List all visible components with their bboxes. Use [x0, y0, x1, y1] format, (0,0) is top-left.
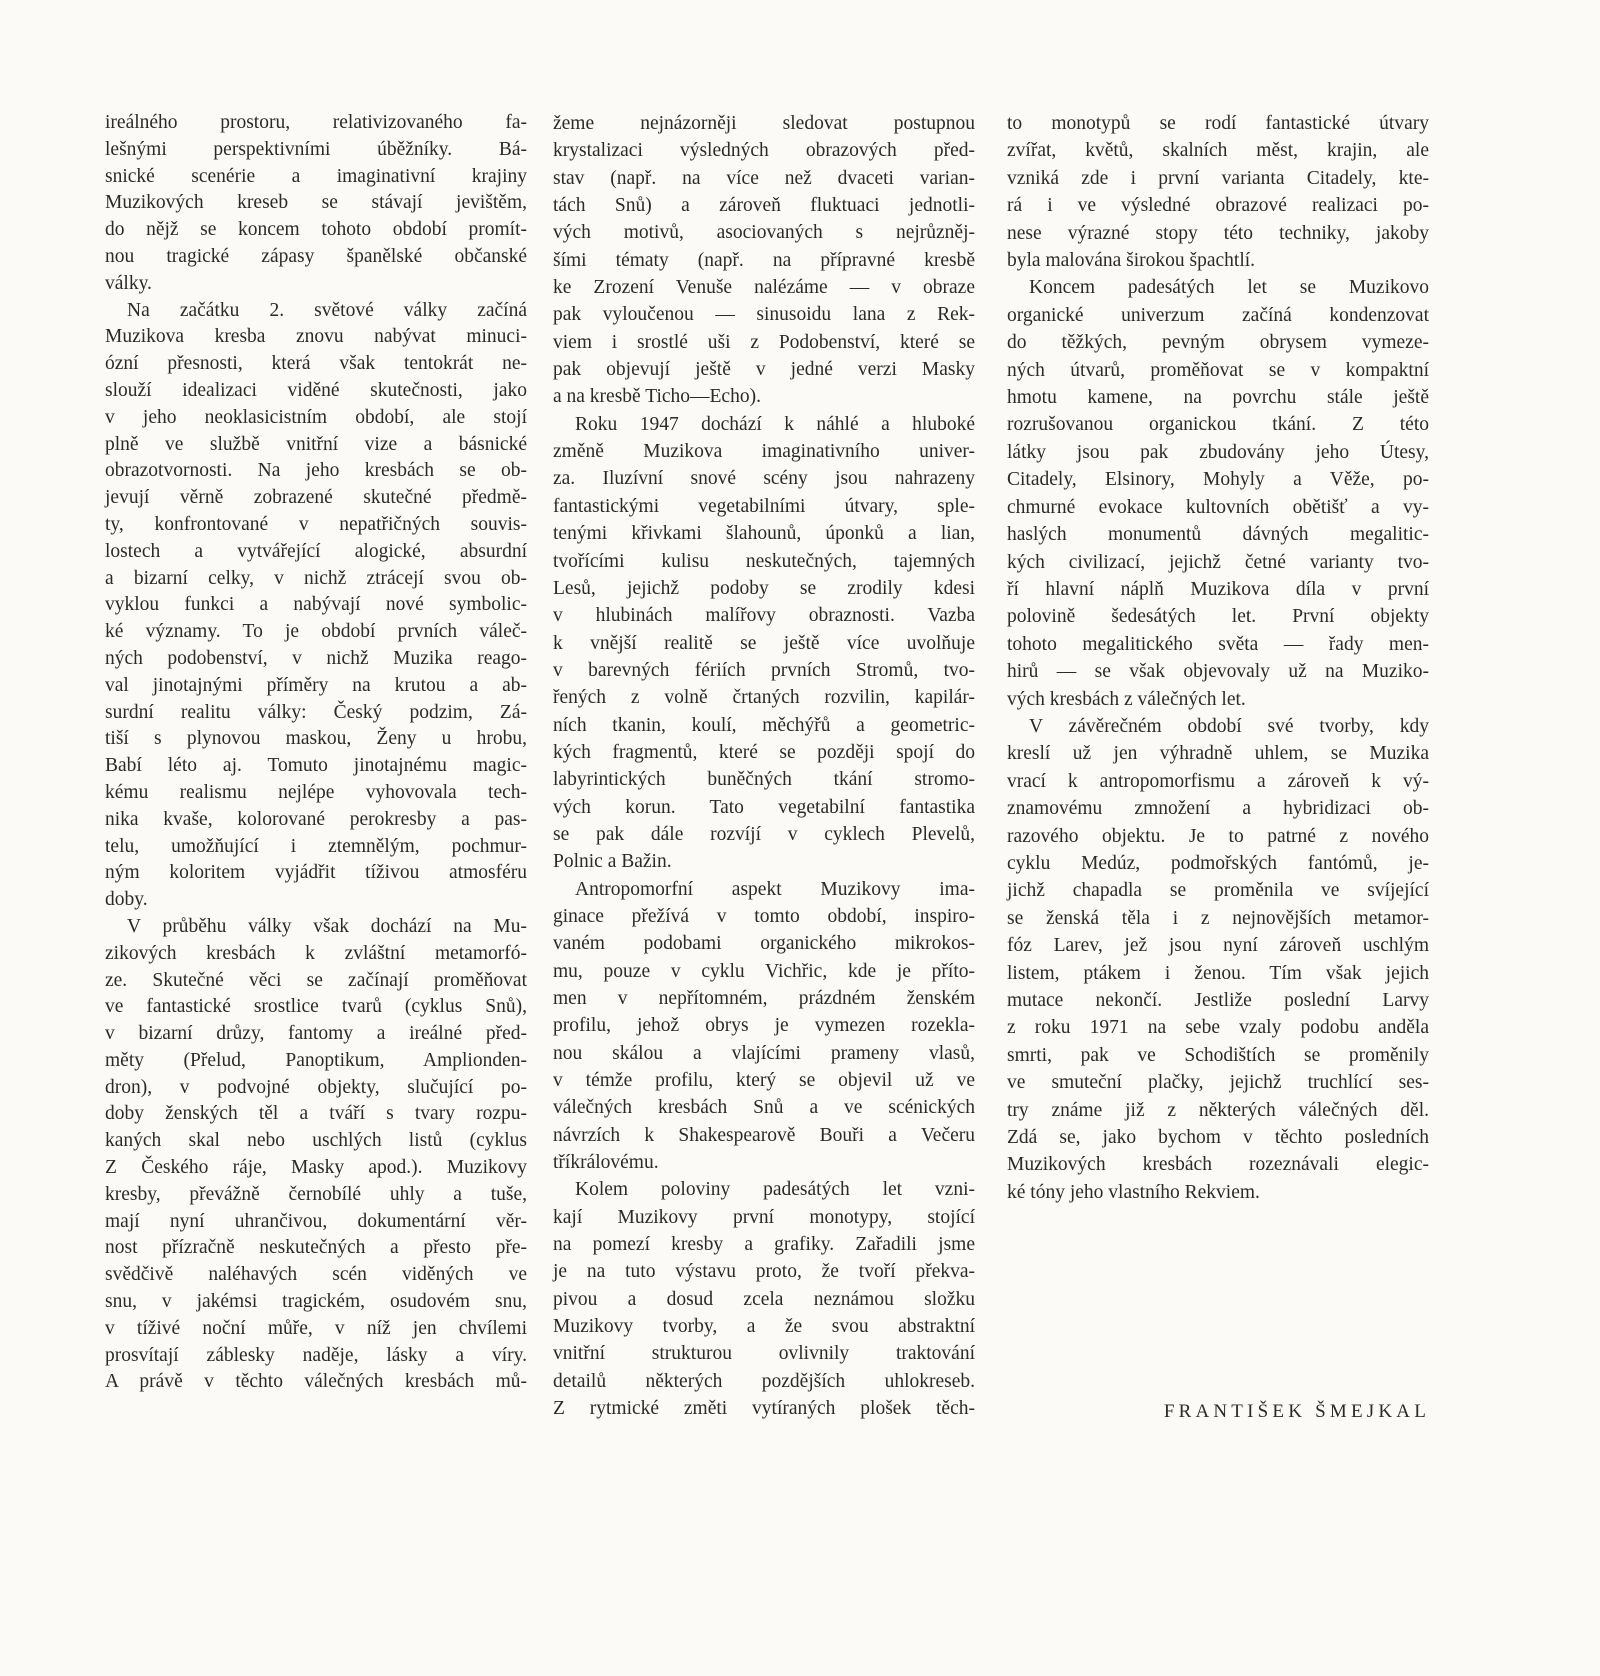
text-line: válečných kresbách Snů a ve scénických: [553, 1097, 975, 1119]
text-line: nese výrazné stopy této techniky, jakoby: [1007, 222, 1429, 244]
text-line: vých korun. Tato vegetabilní fantastika: [553, 796, 975, 818]
text-column-1: [105, 110, 527, 1396]
text-line: v tíživé noční můře, v níž jen chvílemi: [105, 1317, 527, 1339]
text-line: Koncem padesátých let se Muzikovo: [1029, 277, 1429, 299]
text-line: razového objektu. Je to patrné z nového: [1007, 825, 1429, 847]
text-line: tohoto megalitického světa — řady men-: [1007, 633, 1429, 655]
paragraph: [553, 411, 975, 876]
text-line: Roku 1947 dochází k náhlé a hluboké: [575, 413, 975, 435]
text-line: ných podobenství, v nichž Muzika reago-: [105, 647, 527, 669]
text-line: detailů některých pozdějších uhlokreseb.: [553, 1370, 975, 1392]
text-line: Na začátku 2. světové války začíná: [127, 299, 527, 321]
paragraph: [105, 110, 527, 298]
text-line: pivou a dosud zcela neznámou složku: [553, 1288, 975, 1310]
text-line: vnitřní strukturou ovlivnily traktování: [553, 1343, 975, 1365]
text-line: byla malována širokou špachtlí.: [1007, 250, 1256, 272]
text-line: jevují věrně zobrazené skutečné předmě-: [105, 487, 527, 509]
text-line: doby ženských těl a tváří s tvary rozpu-: [105, 1103, 527, 1125]
text-line: návrzích k Shakespearově Bouři a Večeru: [553, 1124, 975, 1146]
text-line: tách Snů) a zároveň fluktuaci jednotli-: [553, 195, 975, 217]
text-line: men v nepřítomném, prázdném ženském: [553, 988, 975, 1009]
text-line: měty (Přelud, Panoptikum, Amplionden-: [105, 1049, 527, 1071]
text-line: za. Iluzívní snové scény jsou nahrazeny: [553, 468, 975, 490]
text-line: Lesů, jejichž podoby se zrodily kdesi: [553, 577, 975, 599]
text-line: do těžkých, pevným obrysem vymeze-: [1007, 332, 1429, 354]
text-line: ných útvarů, proměňovat se v kompaktní: [1007, 359, 1429, 381]
text-line: pak objevují ještě v jedné verzi Masky: [553, 359, 975, 381]
text-line: řených z volně črtaných rozvilin, kapilár-: [553, 687, 975, 709]
text-line: prosvítají záblesky naděje, lásky a víry.: [105, 1344, 527, 1366]
text-line: organické univerzum začíná kondenzovat: [1007, 304, 1429, 326]
text-line: na pomezí kresby a grafiky. Zařadili jsme: [553, 1234, 975, 1256]
text-line: obrazotvornosti. Na jeho kresbách se ob-: [105, 460, 527, 482]
text-line: znamovému zmnožení a hybridizaci ob-: [1007, 798, 1429, 820]
text-line: mu, pouze v cyklu Vichřic, kde je příto-: [553, 960, 975, 982]
text-line: k vnější realitě se ještě více uvolňuje: [553, 632, 975, 654]
text-line: Muzikových kresbách rozeznávali elegic-: [1007, 1154, 1429, 1176]
text-line: vých motivů, asociovaných s nejrůzněj-: [553, 222, 975, 244]
text-line: kají Muzikovy první monotypy, stojící: [553, 1206, 975, 1228]
text-line: Citadely, Elsinory, Mohyly a Věže, po-: [1007, 469, 1429, 491]
text-line: ným koloritem vyjádřit tíživou atmosféru: [105, 862, 527, 884]
text-line: stav (např. na více než dvaceti varian-: [553, 167, 975, 189]
text-line: nika kvaše, kolorované perokresby a pas-: [105, 808, 527, 830]
text-line: Z Českého ráje, Masky apod.). Muzikovy: [105, 1157, 527, 1179]
text-line: chmurné evokace kultovních obětišť a vy-: [1007, 496, 1429, 518]
text-column-2: [553, 110, 975, 1423]
text-line: lostech a vytvářející alogické, absurdní: [105, 540, 527, 562]
text-line: změně Muzikova imaginativního univer-: [553, 441, 975, 463]
text-line: kému realismu nejlépe vyhovovala tech-: [105, 781, 527, 803]
text-line: doby.: [105, 889, 148, 911]
text-line: kých fragmentů, které se později spojí do: [553, 741, 975, 763]
text-line: nou skálou a vlajícími prameny vlasů,: [553, 1042, 975, 1064]
text-line: snu, v jakémsi tragickém, osudovém snu,: [105, 1291, 527, 1313]
text-line: ří hlavní náplň Muzikova díla v první: [1007, 578, 1429, 600]
paragraph: [1007, 110, 1429, 274]
text-line: a na kresbě Ticho—Echo).: [553, 386, 761, 408]
text-line: plně ve službě vnitřní vize a básnické: [105, 433, 527, 455]
text-line: ty, konfrontované v nepatřičných souvis-: [105, 513, 527, 535]
text-line: hmotu kamene, na povrchu stále ještě: [1007, 387, 1429, 409]
text-line: telu, umožňující i ztemnělým, pochmur-: [105, 835, 527, 857]
text-line: v jeho neoklasicistním období, ale stojí: [105, 406, 527, 428]
text-line: ginace přežívá v tomto období, inspiro-: [553, 905, 975, 927]
text-line: vzniká zde i první varianta Citadely, kte-: [1007, 167, 1429, 189]
text-line: ke Zrození Venuše nalézáme — v obraze: [553, 277, 975, 299]
text-line: tříkrálovému.: [553, 1152, 659, 1174]
text-line: Kolem poloviny padesátých let vzni-: [575, 1179, 975, 1201]
text-line: krystalizaci výsledných obrazových před-: [553, 140, 975, 162]
text-line: v hlubinách malířovy obraznosti. Vazba: [553, 605, 975, 627]
text-line: surdní realitu války: Český podzim, Zá-: [105, 701, 527, 723]
paragraph: [105, 298, 527, 914]
text-line: ze. Skutečné věci se začínají proměňovat: [105, 969, 527, 991]
text-line: slouží idealizaci viděné skutečnosti, jako: [105, 379, 527, 401]
text-line: pak vyloučenou — sinusoidu lana z Rek-: [553, 304, 975, 326]
text-line: Muzikových kreseb se stávají jevištěm,: [105, 192, 527, 214]
text-line: try známe již z některých válečných děl.: [1007, 1099, 1429, 1121]
text-line: v barevných fériích prvních Stromů, tvo-: [553, 659, 975, 681]
text-line: kaných skal nebo uschlých listů (cyklus: [105, 1130, 527, 1152]
text-line: Polnic a Bažin.: [553, 851, 672, 873]
text-line: šími tématy (např. na přípravné kresbě: [553, 249, 975, 271]
text-line: Babí léto aj. Tomuto jinotajnému magic-: [105, 755, 527, 777]
text-line: tvořícími kulisu neskutečných, tajemných: [553, 550, 975, 572]
text-line: svědčivě naléhavých scén viděných ve: [105, 1264, 527, 1286]
text-line: dron), v podvojné objekty, slučující po-: [105, 1076, 527, 1098]
text-line: mají nyní uhrančivou, dokumentární věr-: [105, 1210, 527, 1232]
text-line: profilu, jehož obrys je vymezen rozekla-: [553, 1015, 975, 1037]
text-line: vaném podobami organického mikrokos-: [553, 933, 975, 955]
text-line: Z rytmické změti vytíraných plošek těch-: [553, 1398, 975, 1420]
text-line: haslých monumentů dávných megalitic-: [1007, 524, 1429, 546]
text-line: fantastickými vegetabilními útvary, sple-: [553, 495, 975, 517]
author-signature: FRANTIŠEK ŠMEJKAL: [1163, 1401, 1430, 1422]
text-line: ireálného prostoru, relativizovaného fa-: [105, 112, 527, 133]
text-line: ké významy. To je období prvních váleč-: [105, 621, 527, 643]
text-line: Muzikova kresba znovu nabývat minuci-: [105, 326, 527, 348]
text-line: lešnými perspektivními úběžníky. Bá-: [105, 138, 527, 160]
text-column-3: [1007, 110, 1429, 1206]
text-line: vyklou funkci a nabývají nové symbolic-: [105, 594, 527, 616]
text-line: Muzikovy tvorby, a že svou abstraktní: [553, 1316, 975, 1338]
paragraph: [553, 876, 975, 1177]
text-line: žeme nejnázorněji sledovat postupnou: [553, 113, 975, 134]
text-line: mutace nekončí. Jestliže poslední Larvy: [1007, 990, 1429, 1011]
text-line: vrací k antropomorfismu a zároveň k vý-: [1007, 770, 1429, 792]
text-line: války.: [105, 272, 152, 294]
text-line: ózní přesnosti, která však tentokrát ne-: [105, 353, 527, 375]
text-line: V závěrečném období své tvorby, kdy: [1029, 715, 1429, 737]
text-line: polovině šedesátých let. První objekty: [1007, 606, 1429, 628]
text-line: zvířat, květů, skalních měst, krajin, ale: [1007, 140, 1429, 162]
text-line: Antropomorfní aspekt Muzikovy ima-: [575, 878, 975, 900]
text-line: do nějž se koncem tohoto období promít-: [105, 219, 527, 241]
text-line: V průběhu války však dochází na Mu-: [127, 915, 527, 937]
text-line: rozrušovanou organickou tkání. Z této: [1007, 414, 1429, 436]
text-line: labyrintických buněčných tkání stromo-: [553, 769, 975, 791]
text-line: cyklu Medúz, podmořských fantómů, je-: [1007, 852, 1429, 874]
text-line: val jinotajnými příměry na krutou a ab-: [105, 674, 527, 696]
text-line: látky jsou pak zbudovány jeho Útesy,: [1007, 441, 1429, 463]
text-line: jichž chapadla se proměnila ve svíjející: [1007, 880, 1429, 902]
text-line: listem, ptákem i ženou. Tím však jejich: [1007, 962, 1429, 984]
text-line: ké tóny jeho vlastního Rekviem.: [1007, 1181, 1260, 1203]
text-line: kresby, převážně černobílé uhly a tuše,: [105, 1183, 527, 1205]
text-line: tiší s plynovou maskou, Ženy u hrobu,: [105, 728, 527, 750]
text-line: v bizarní drůzy, fantomy a ireálné před-: [105, 1023, 527, 1045]
text-line: smrti, pak ve Schodištích se proměnily: [1007, 1044, 1429, 1066]
text-line: snické scenérie a imaginativní krajiny: [105, 165, 527, 187]
text-line: je na tuto výstavu proto, že tvoří překva-: [553, 1261, 975, 1283]
text-line: Zdá se, jako bychom v těchto posledních: [1007, 1127, 1429, 1149]
text-line: ve smuteční plačky, jejichž truchlící ses-: [1007, 1072, 1429, 1094]
text-line: se pak dále rozvíjí v cyklech Plevelů,: [553, 823, 975, 845]
text-line: kreslí už jen výhradně uhlem, se Muzika: [1007, 743, 1429, 765]
paragraph: [553, 1176, 975, 1422]
text-line: hirů — se však objevovaly už na Muziko-: [1007, 661, 1429, 683]
text-line: z roku 1971 na sebe vzaly podobu anděla: [1007, 1017, 1429, 1039]
paragraph: [105, 914, 527, 1396]
paragraph: [1007, 713, 1429, 1206]
text-line: rá i ve výsledné obrazové realizaci po-: [1007, 195, 1429, 217]
text-line: se ženská těla i z nejnovějších metamor-: [1007, 907, 1429, 929]
text-line: A právě v těchto válečných kresbách mů-: [105, 1371, 527, 1393]
text-line: nost přízračně neskutečných a přesto pře-: [105, 1237, 527, 1259]
text-line: viem i srostlé uši z Podobenství, které se: [553, 331, 975, 353]
text-line: tenými křivkami šlahounů, úponků a lian,: [553, 523, 975, 545]
text-line: kých civilizací, jejichž četné varianty tvo-: [1007, 551, 1429, 573]
text-line: v témže profilu, který se objevil už ve: [553, 1070, 975, 1092]
text-line: ve fantastické srostlice tvarů (cyklus Snů),: [105, 996, 527, 1018]
text-line: to monotypů se rodí fantastické útvary: [1007, 113, 1429, 134]
paragraph: [553, 110, 975, 411]
text-line: fóz Larev, jež jsou nyní zároveň uschlým: [1007, 935, 1429, 957]
paragraph: [1007, 274, 1429, 713]
text-line: nou tragické zápasy španělské občanské: [105, 245, 527, 267]
text-line: a bizarní celky, v nichž ztrácejí svou ob-: [105, 567, 527, 589]
text-line: ních tkanin, koulí, měchýřů a geometric-: [553, 714, 975, 736]
text-line: zikových kresbách k zvláštní metamorfó-: [105, 942, 527, 964]
text-line: vých kresbách z válečných let.: [1007, 688, 1246, 710]
